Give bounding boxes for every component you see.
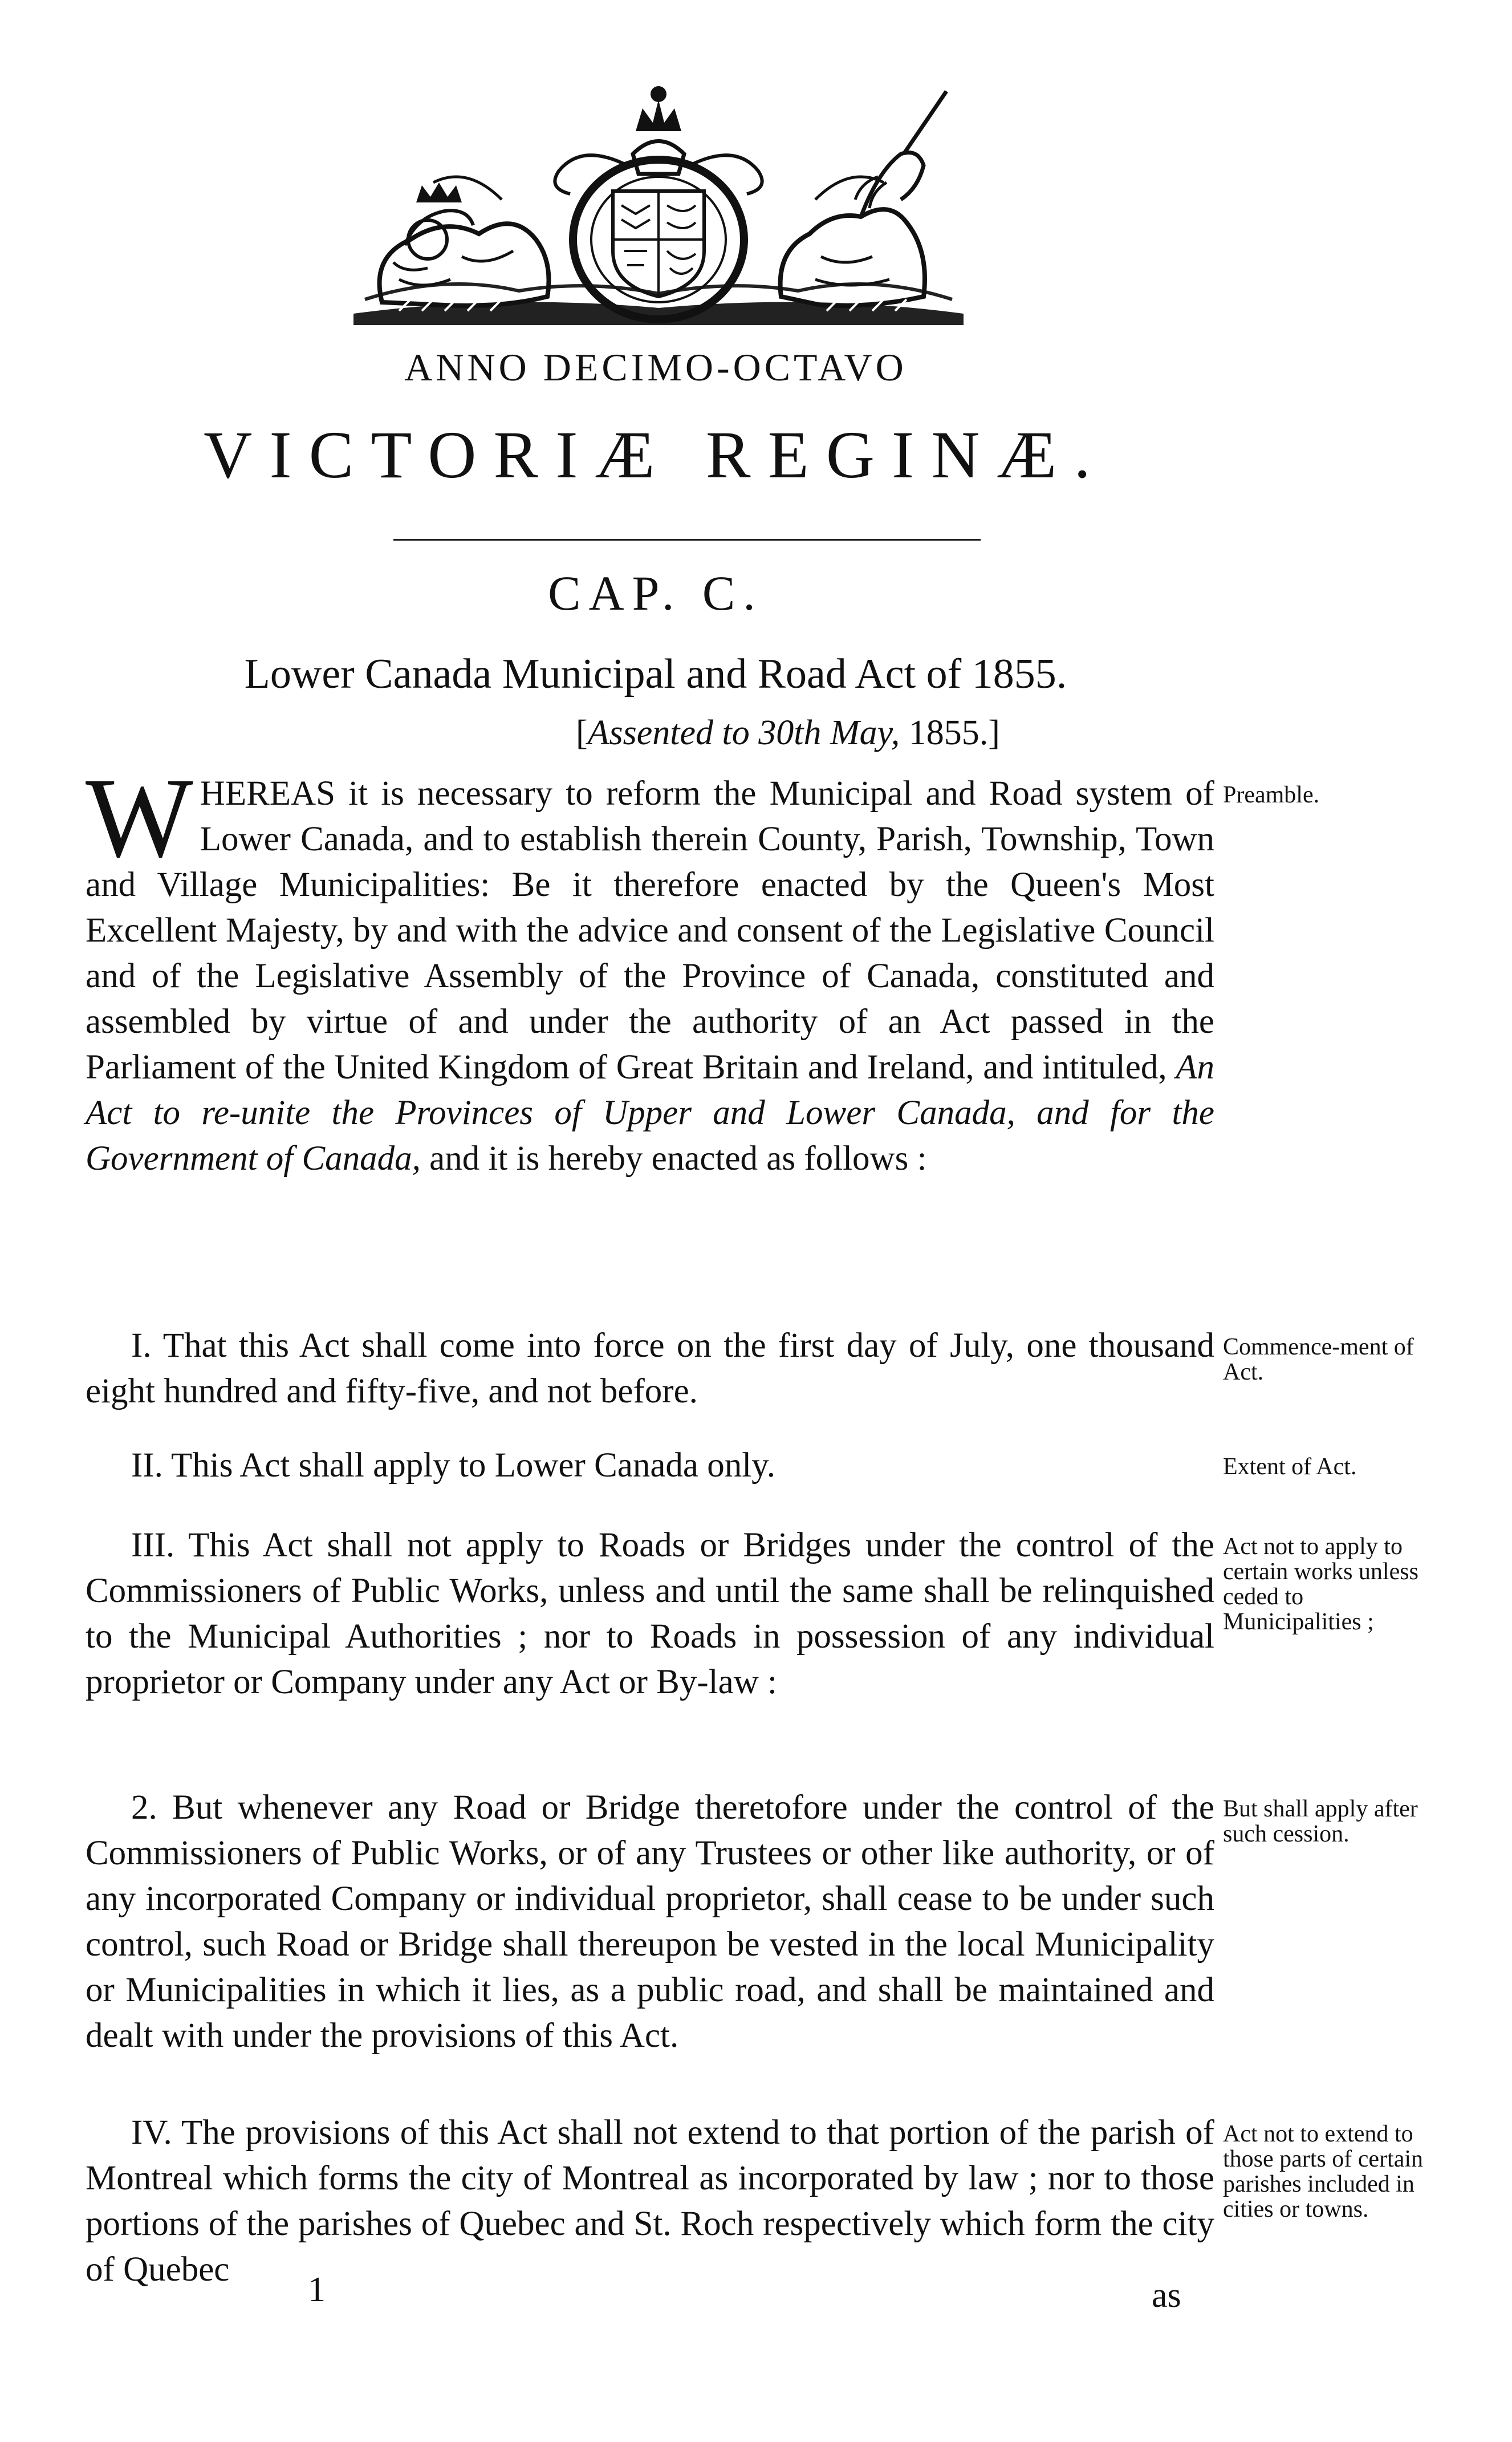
assent-open: [	[576, 713, 588, 752]
margin-note-section-4: Act not to extend to those parts of certain parishes included in cities or towns.	[1223, 2121, 1424, 2222]
section-4-text: IV. The provisions of this Act shall not extend to that portion of the parish of Montreal which forms the city of Montreal as incorporated by law ; nor to those portions of the parishes of Quebec and St. Roch respectively which form the city of Quebec	[86, 2114, 1214, 2289]
preamble-act-title: An Act to re-unite the Provinces of Upper and Lower Canada, and for the Government of Canada,	[86, 1048, 1214, 1178]
preamble-text-a: HEREAS it is necessary to reform the Municipal and Road system of Lower Canada, and to establish therein County, Parish, Township, Town and Village Municipalities: Be it therefore enacted by the Queen's Most Excellent Majesty, by and with the advice and consent of the Legislative Council and of the Legislative Assembly of the Province of Canada, constituted and assembled by virtue of and under the authority of an Act passed in the Parliament of the United Kingdom of Great Britain and Ireland, and intituled,	[86, 774, 1214, 1086]
section-1	[86, 1323, 1214, 1414]
margin-note-section-2: Extent of Act.	[1223, 1454, 1357, 1480]
section-3-subsection-2	[86, 1785, 1214, 2059]
assent-italic: Assented to 30th May,	[587, 713, 900, 752]
section-2	[86, 1443, 1214, 1488]
assent-year: 1855.]	[900, 713, 1000, 752]
preamble-paragraph	[86, 755, 1214, 1182]
margin-note-preamble: Preamble.	[1223, 782, 1320, 808]
section-4	[86, 2110, 1214, 2293]
signature-mark: 1	[308, 2270, 326, 2309]
catchword: as	[1152, 2276, 1181, 2315]
anno-heading: ANNO DECIMO-OCTAVO	[404, 346, 907, 389]
title-rule	[393, 539, 981, 541]
victoriae-heading: VICTORIÆ REGINÆ.	[204, 417, 1108, 492]
section-2-text: II. This Act shall apply to Lower Canada only.	[131, 1446, 775, 1484]
royal-coat-of-arms-icon	[331, 68, 986, 336]
subsection-2-text: 2. But whenever any Road or Bridge theretofore under the control of the Commissioners of Public Works, or of any Trustees or other like authority, or of any incorporated Company or individual proprietor, shall cease to be under such control, such Road or Bridge shall thereupon be vested in the local Municipality or Municipalities in which it lies, as a public road, and shall be maintained and dealt with under the provisions of this Act.	[86, 1788, 1214, 2055]
preamble-text-b: and it is hereby enacted as follows :	[420, 1139, 927, 1178]
margin-note-section-1: Commence-ment of Act.	[1223, 1334, 1414, 1385]
chapter-number: CAP. C.	[548, 566, 763, 620]
drop-cap: W	[86, 755, 193, 881]
margin-note-section-3: Act not to apply to certain works unless ceded to Municipalities ;	[1223, 1534, 1418, 1635]
margin-note-subsection-2: But shall apply after such cession.	[1223, 1796, 1418, 1847]
section-3	[86, 1523, 1214, 1705]
section-1-text: I. That this Act shall come into force on the first day of July, one thousand eight hundred and fifty-five, and not before.	[86, 1327, 1214, 1410]
act-title: Lower Canada Municipal and Road Act of 1855.	[244, 651, 1067, 697]
section-3-text: III. This Act shall not apply to Roads or Bridges under the control of the Commissioners of Public Works, unless and until the same shall be relinquished to the Municipal Authorities ; nor to Roads in possession of any individual proprietor or Company under any Act or By-law :	[86, 1526, 1214, 1701]
assent-date	[576, 713, 1000, 753]
